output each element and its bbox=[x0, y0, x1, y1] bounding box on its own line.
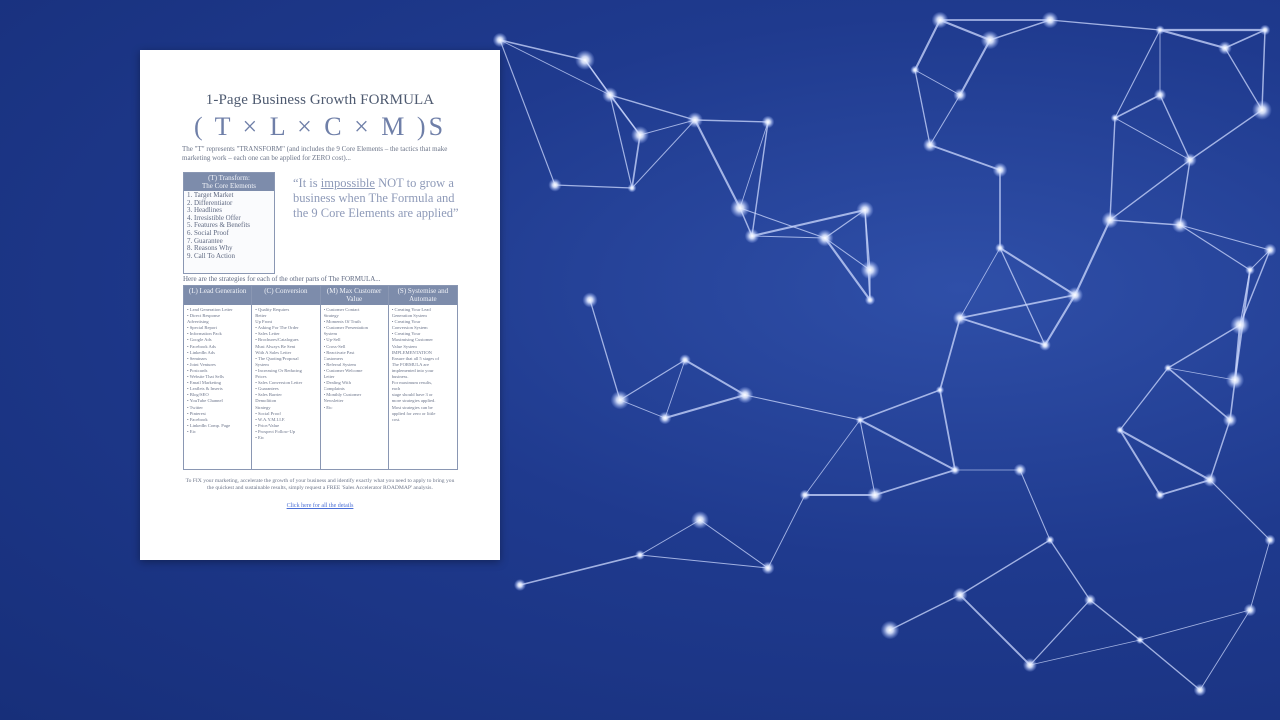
strategy-item: • Leaflets & Inserts bbox=[187, 386, 223, 392]
strategy-column-heading: (S) Systemise and Automate bbox=[389, 286, 457, 305]
strategy-item: • Etc bbox=[255, 434, 265, 440]
strategy-item: • Creating Your bbox=[391, 319, 421, 325]
strategy-column-body bbox=[321, 305, 388, 411]
core-elements-heading bbox=[184, 173, 274, 191]
strategy-item: Most strategies can be bbox=[391, 404, 433, 410]
strategy-item: Complaints bbox=[323, 386, 345, 392]
strategy-item: • Twitter bbox=[187, 404, 203, 410]
strategy-item: • Joint Ventures bbox=[187, 361, 216, 367]
strategy-item: • Special Report bbox=[187, 325, 217, 331]
strategy-item: Maximising Customer bbox=[391, 337, 433, 343]
strategy-item: • Prospect Follow-Up bbox=[255, 428, 296, 434]
core-element-item: 7. Guarantee bbox=[187, 236, 223, 245]
strategy-item: • Email Marketing bbox=[187, 380, 222, 386]
pull-quote bbox=[293, 176, 463, 221]
strategy-item: • Website That Sells bbox=[187, 374, 224, 380]
strategy-item: • The Quoting/Proposal bbox=[255, 355, 299, 361]
strategy-item: • Blog/SEO bbox=[187, 392, 209, 398]
strategy-item: • Pinterest bbox=[187, 410, 206, 416]
strategies-intro: Here are the strategies for each of the other parts of The FORMULA... bbox=[183, 275, 381, 283]
strategy-item: • Seminars bbox=[187, 355, 207, 361]
strategy-item: • Information Pack bbox=[187, 331, 222, 337]
strategy-item: • Price/Value bbox=[255, 422, 280, 428]
core-element-item: 5. Features & Benefits bbox=[187, 221, 250, 230]
strategy-item: System bbox=[323, 331, 338, 337]
strategy-item: IMPLEMENTATION bbox=[391, 349, 432, 355]
strategy-item: • Moments Of Truth bbox=[323, 319, 361, 325]
formula-document-preview bbox=[140, 50, 500, 560]
quote-open: “It is bbox=[293, 176, 321, 190]
strategy-item: • Direct Response bbox=[187, 313, 220, 319]
strategy-item: stage should have 3 or bbox=[391, 392, 433, 398]
strategy-column bbox=[184, 286, 252, 469]
strategy-item: Must Always Be Sent bbox=[255, 343, 296, 349]
strategy-item: • Dealing With bbox=[323, 380, 351, 386]
core-element-item: 6. Social Proof bbox=[187, 228, 229, 237]
strategy-item: • Guarantees bbox=[255, 386, 279, 392]
strategy-item: Newsletter bbox=[323, 398, 344, 404]
strategy-item: • Increasing Or Reducing bbox=[255, 367, 302, 373]
strategy-item: Up Front bbox=[255, 319, 272, 325]
strategy-item: • Facebook Ads bbox=[187, 343, 216, 349]
strategy-item: • Google Ads bbox=[187, 337, 212, 343]
strategy-item: Customers bbox=[323, 355, 344, 361]
strategy-column-heading: (C) Conversion bbox=[252, 286, 319, 305]
strategy-item: • Quality Requires bbox=[255, 307, 290, 312]
strategy-item: • Etc bbox=[323, 404, 333, 410]
strategy-item: • Lead Generation Letter bbox=[187, 307, 233, 312]
strategy-item: • W.A.Y.M.I.I.F. bbox=[255, 416, 286, 422]
strategy-item: • Social Proof bbox=[255, 410, 281, 416]
strategy-column-body bbox=[389, 305, 457, 423]
strategy-item: • LinkedIn Ads bbox=[187, 349, 215, 355]
core-element-item: 4. Irresistible Offer bbox=[187, 213, 241, 222]
strategy-item: • Sales Barrier bbox=[255, 392, 282, 398]
strategy-item: • Postcards bbox=[187, 367, 208, 373]
strategy-column-body bbox=[184, 305, 251, 435]
strategy-item: Value System bbox=[391, 343, 417, 349]
strategy-item: Prices bbox=[255, 374, 267, 380]
strategy-item: • Referral System bbox=[323, 361, 356, 367]
strategy-item: Ensure that all 5 stages of bbox=[391, 355, 440, 361]
strategy-item: • Brochures/Catalogues bbox=[255, 337, 299, 343]
core-elements-list bbox=[184, 191, 274, 260]
footer-call-to-action: To FIX your marketing, accelerate the growth of your business and identify exactly what you need to apply to bring you the quickest and sustainable results, simply request a FREE 'Sales Accelerator ROADMAP' analysis. bbox=[185, 478, 455, 491]
strategy-item: • Creating Your Lead bbox=[391, 307, 431, 312]
strategy-item: • Asking For The Order bbox=[255, 325, 299, 331]
strategy-item: • Facebook bbox=[187, 416, 208, 422]
strategy-item: • Reactivate Past bbox=[323, 349, 355, 355]
strategy-item: • Customer Presentation bbox=[323, 325, 368, 331]
core-element-item: 3. Headlines bbox=[187, 206, 222, 215]
strategy-item: Strategy bbox=[323, 313, 339, 319]
strategy-item: Letter bbox=[323, 374, 335, 380]
core-heading-line1: (T) Transform: bbox=[208, 174, 250, 182]
strategy-column-heading: (L) Lead Generation bbox=[184, 286, 251, 305]
details-link[interactable]: Click here for all the details bbox=[286, 503, 354, 509]
strategies-table bbox=[183, 285, 458, 470]
strategy-item: Demolition bbox=[255, 398, 277, 404]
strategy-item: Strategy bbox=[255, 404, 271, 410]
strategy-item: • Customer Contact bbox=[323, 307, 360, 312]
strategy-item: Conversion System bbox=[391, 325, 428, 331]
formula-equation: ( T × L × C × M )S bbox=[193, 112, 447, 141]
strategy-item: • YouTube Channel bbox=[187, 398, 223, 404]
intro-paragraph: The "T" represents "TRANSFORM" (and includes the 9 Core Elements – the tactics that make marketing work – each one can be applied for ZERO cost)... bbox=[182, 145, 448, 162]
strategy-item: cost. bbox=[391, 416, 401, 422]
strategy-item: business. bbox=[391, 374, 409, 380]
core-elements-box bbox=[183, 172, 275, 274]
strategy-column bbox=[389, 286, 457, 469]
strategy-column-body bbox=[252, 305, 319, 441]
strategy-item: applied for zero or little bbox=[391, 410, 436, 416]
strategy-item: Better bbox=[255, 313, 267, 319]
core-heading-line2: The Core Elements bbox=[201, 182, 257, 190]
strategy-item: • Sales Letter bbox=[255, 331, 280, 337]
strategy-column-heading: (M) Max Customer Value bbox=[321, 286, 388, 305]
strategy-item: • LinkedIn Comp. Page bbox=[187, 422, 231, 428]
strategy-item: • Up-Sell bbox=[323, 337, 341, 343]
quote-emphasis: impossible bbox=[320, 176, 375, 190]
strategy-item: Generation System bbox=[391, 313, 427, 319]
core-element-item: 9. Call To Action bbox=[187, 251, 235, 260]
strategy-item: • Creating Your bbox=[391, 331, 421, 337]
document-title: 1-Page Business Growth FORMULA bbox=[205, 92, 435, 108]
strategy-item: System bbox=[255, 361, 269, 367]
strategy-item: Advertising bbox=[187, 319, 209, 325]
strategy-item: • Customer Welcome bbox=[323, 367, 363, 373]
strategy-item: • Etc bbox=[187, 428, 196, 434]
strategy-item: • Cross-Sell bbox=[323, 343, 346, 349]
strategy-item: more strategies applied. bbox=[391, 398, 436, 404]
core-element-item: 2. Differentiator bbox=[187, 198, 233, 207]
strategy-item: implemented into your bbox=[391, 367, 434, 373]
quote-rest: NOT to grow a business when The Formula and the 9 Core Elements are applied” bbox=[293, 176, 459, 220]
strategy-item: For maximum results, bbox=[391, 380, 433, 386]
strategy-item: The FORMULA are bbox=[391, 361, 430, 367]
strategy-column bbox=[252, 286, 320, 469]
core-element-item: 8. Reasons Why bbox=[187, 244, 233, 253]
strategy-item: With A Sales Letter bbox=[255, 349, 292, 355]
strategy-column bbox=[321, 286, 389, 469]
strategy-item: • Monthly Customer bbox=[323, 392, 362, 398]
core-element-item: 1. Target Market bbox=[187, 191, 234, 199]
strategy-item: each bbox=[391, 386, 401, 392]
strategy-item: • Sales Conversion Letter bbox=[255, 380, 303, 386]
